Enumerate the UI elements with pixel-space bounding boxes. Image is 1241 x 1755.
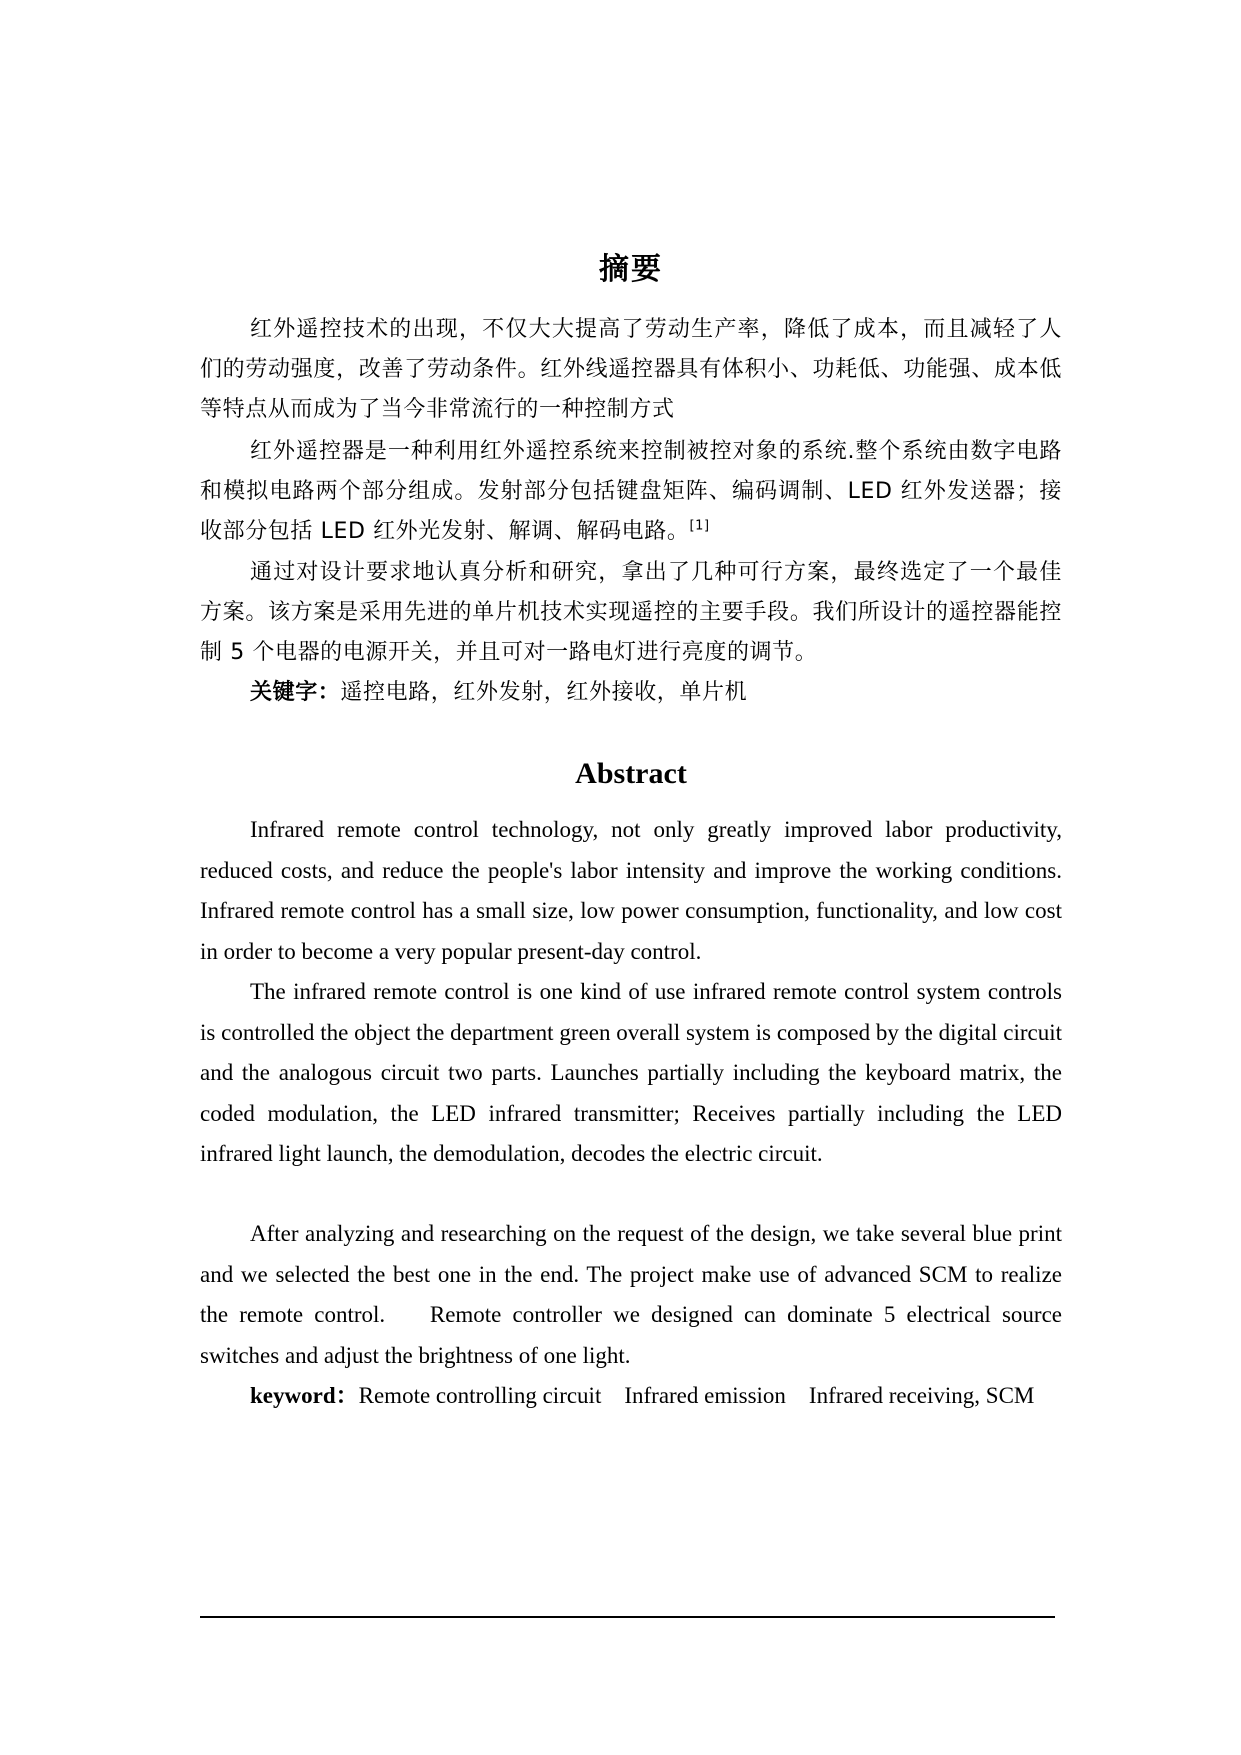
english-keywords-text: Remote controlling circuit Infrared emission Infrared receiving, SCM bbox=[358, 1383, 1035, 1408]
chinese-abstract-title: 摘要 bbox=[599, 252, 663, 287]
english-abstract-title: Abstract bbox=[575, 757, 687, 790]
citation-reference: [1] bbox=[689, 518, 710, 534]
chinese-keywords-text: 遥控电路，红外发射，红外接收，单片机 bbox=[340, 680, 748, 705]
english-keywords-label: keyword： bbox=[250, 1383, 359, 1408]
chinese-keywords-label: 关键字： bbox=[250, 680, 341, 705]
chinese-abstract-paragraph-1: 红外遥控技术的出现，不仅大大提高了劳动生产率，降低了成本，而且减轻了人们的劳动强度，改善了劳动条件。红外线遥控器具有体积小、功耗低、功能强、成本低等特点从而成为了当今非常流行的一种控制方式 bbox=[200, 317, 1062, 422]
footer-divider bbox=[200, 1616, 1055, 1618]
chinese-abstract-paragraph-2 bbox=[200, 432, 1062, 552]
chinese-keywords bbox=[200, 673, 1062, 713]
english-abstract-paragraph-2: The infrared remote control is one kind of use infrared remote control system controls is controlled the object the department green overall system is composed by the digital circuit and the analogous circuit two parts. Launches partially including the keyboard matrix, the coded modulation, the LED infrared transmitter; Receives partially including the LED infrared light launch, the demodulation, decodes the electric circuit. bbox=[200, 979, 1062, 1166]
english-keywords bbox=[200, 1376, 1062, 1417]
english-abstract-paragraph-3: After analyzing and researching on the request of the design, we take several blue print and we selected the best one in the end. The project make use of advanced SCM to realize the remote control. Remote controller we designed can dominate 5 electrical source switches and adjust the brightness of one light. bbox=[200, 1221, 1068, 1368]
chinese-abstract-paragraph-2-text: 红外遥控器是一种利用红外遥控系统来控制被控对象的系统.整个系统由数字电路和模拟电路两个部分组成。发射部分包括键盘矩阵、编码调制、LED 红外发送器；接收部分包括 LED 红外光发射、解调、解码电路。 bbox=[200, 439, 1062, 544]
chinese-abstract-paragraph-3: 通过对设计要求地认真分析和研究，拿出了几种可行方案，最终选定了一个最佳方案。该方案是采用先进的单片机技术实现遥控的主要手段。我们所设计的遥控器能控制 5 个电器的电源开关，并且可对一路电灯进行亮度的调节。 bbox=[200, 560, 1062, 665]
english-abstract-paragraph-1: Infrared remote control technology, not only greatly improved labor productivity, reduced costs, and reduce the people's labor intensity and improve the working conditions. Infrared remote control has a small size, low power consumption, functionality, and low cost in order to become a very popular present-day control. bbox=[200, 817, 1062, 964]
